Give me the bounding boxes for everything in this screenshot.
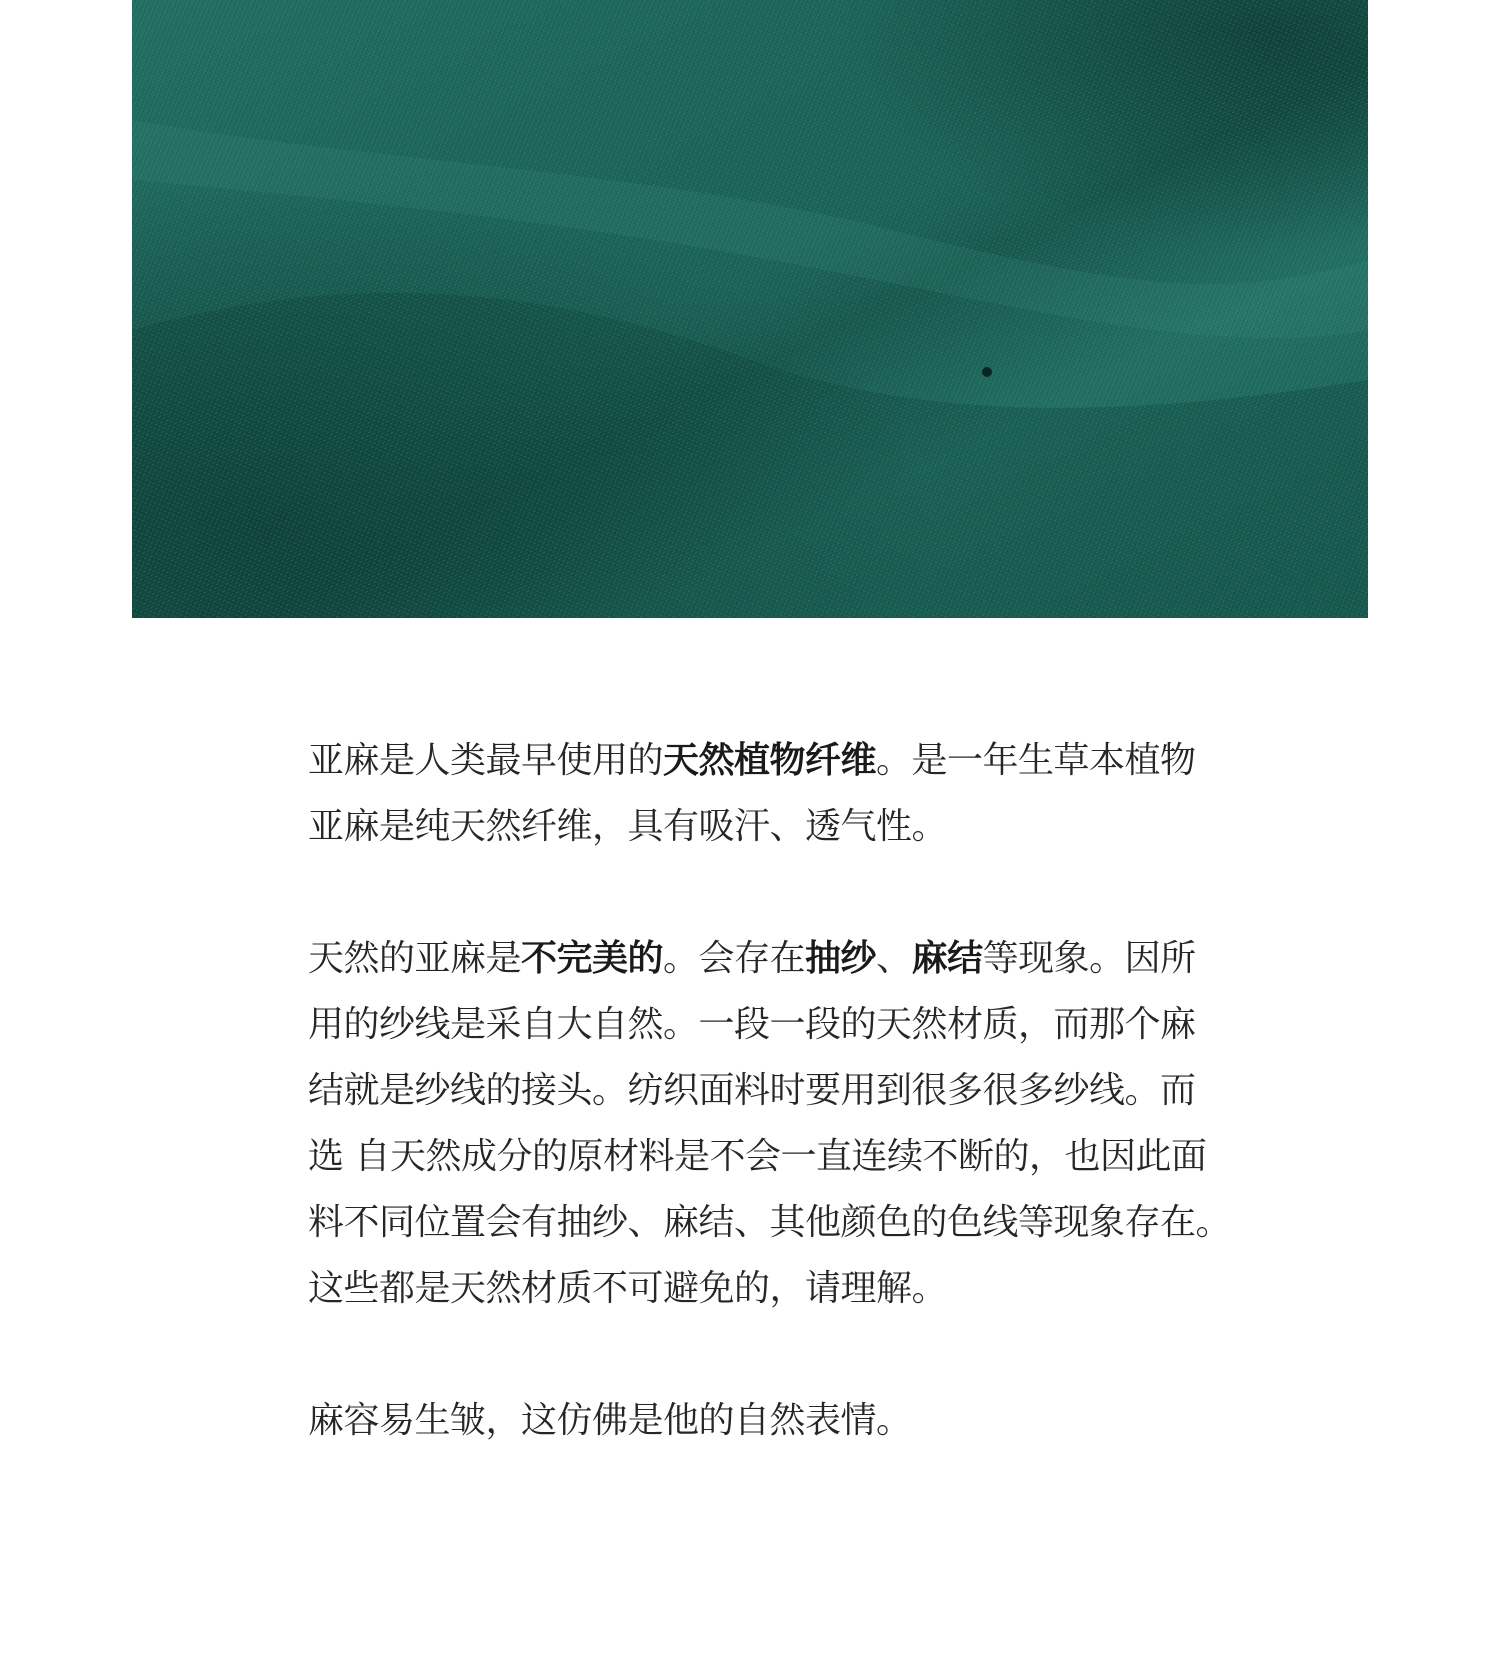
text-run: 料不同位置会有抽纱、麻结、其他颜色的色线等现象存在。 xyxy=(308,1202,1232,1243)
text-line xyxy=(308,1058,1288,1124)
text-line xyxy=(308,1124,1288,1190)
text-line xyxy=(308,728,1288,794)
text-run: 。会存在 xyxy=(663,938,806,979)
text-run: 等现象。因所 xyxy=(982,938,1196,979)
text-run: 。是一年生草本植物 xyxy=(876,740,1196,781)
text-run: 选 自天然成分的原材料是不会一直连续不断的，也因此面 xyxy=(308,1136,1207,1177)
text-run: 麻容易生皱，这仿佛是他的自然表情。 xyxy=(308,1400,912,1441)
text-run: 用的纱线是采自大自然。一段一段的天然材质，而那个麻 xyxy=(308,1004,1196,1045)
description-paragraph-2 xyxy=(308,926,1288,1322)
linen-fabric-photo xyxy=(132,0,1368,618)
text-line xyxy=(308,794,1288,860)
text-run: 这些都是天然材质不可避免的，请理解。 xyxy=(308,1268,948,1309)
bold-text-run: 麻结 xyxy=(911,938,983,979)
fabric-texture-image xyxy=(132,0,1368,618)
text-line xyxy=(308,1256,1288,1322)
text-run: 亚麻是人类最早使用的 xyxy=(308,740,664,781)
product-description xyxy=(308,728,1288,1454)
text-line xyxy=(308,992,1288,1058)
text-line xyxy=(308,926,1288,992)
bold-text-run: 不完美的 xyxy=(521,938,664,979)
bold-text-run: 天然植物纤维 xyxy=(663,740,877,781)
text-run: 、 xyxy=(876,938,912,979)
text-line xyxy=(308,1190,1288,1256)
bold-text-run: 抽纱 xyxy=(805,938,877,979)
text-run: 结就是纱线的接头。纺织面料时要用到很多很多纱线。而 xyxy=(308,1070,1196,1111)
text-run: 亚麻是纯天然纤维，具有吸汗、透气性。 xyxy=(308,806,948,847)
description-paragraph-1 xyxy=(308,728,1288,860)
description-paragraph-3 xyxy=(308,1388,1288,1454)
text-run: 天然的亚麻是 xyxy=(308,938,522,979)
text-line xyxy=(308,1388,1288,1454)
